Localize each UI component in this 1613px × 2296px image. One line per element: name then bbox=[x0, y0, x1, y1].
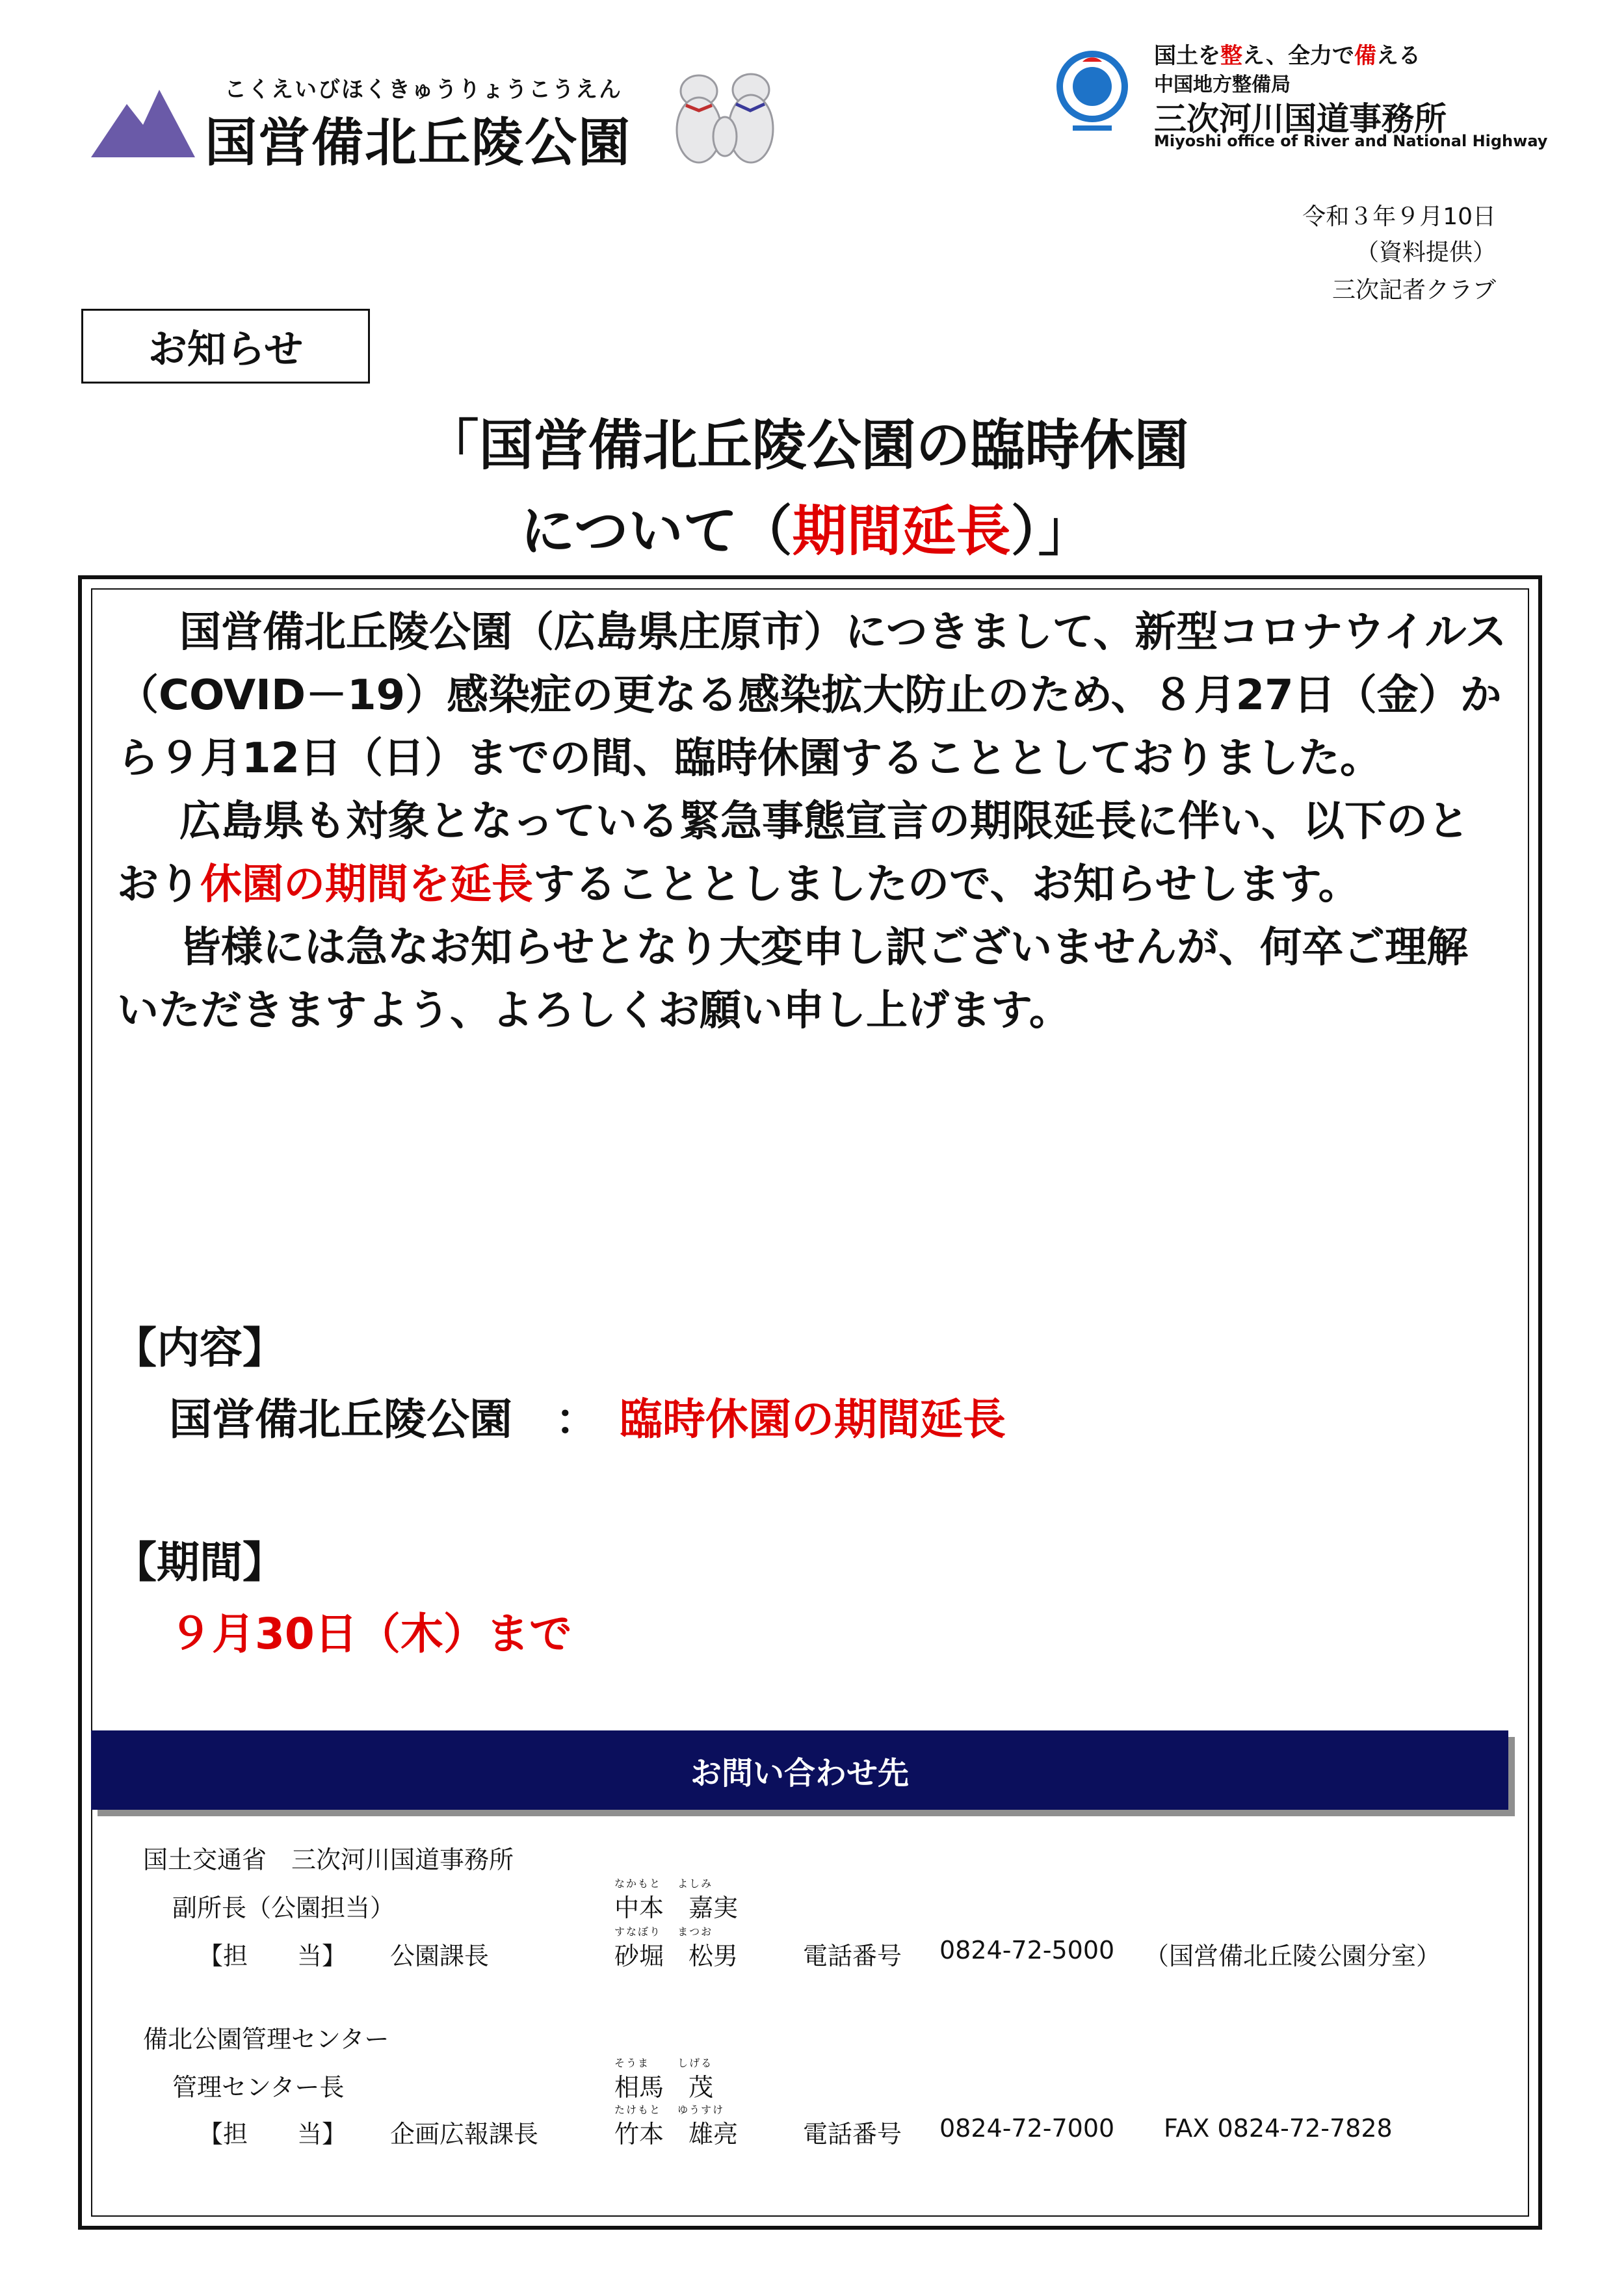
park-name: 国営備北丘陵公園 bbox=[205, 112, 631, 173]
body-text bbox=[117, 601, 1508, 1043]
contact-org1: 国土交通省 三次河川国道事務所 bbox=[143, 1846, 514, 1874]
doc-type: （資料提供） bbox=[1355, 239, 1496, 266]
content-heading: 【内容】 bbox=[114, 1323, 285, 1373]
office-bureau: 中国地方整備局 bbox=[1154, 73, 1291, 96]
press-club: 三次記者クラブ bbox=[1331, 277, 1496, 304]
contact-org1-phone-label: 電話番号 bbox=[803, 1942, 902, 1970]
contact-org2: 備北公園管理センター bbox=[143, 2025, 389, 2054]
content-value: 臨時休園の期間延長 bbox=[620, 1394, 1006, 1444]
office-emblem-icon bbox=[1047, 49, 1138, 133]
contact-org1-staff-ruby: すなぼり まつお bbox=[614, 1925, 713, 1938]
park-logo bbox=[91, 72, 631, 173]
title-line1: 「国営備北丘陵公園の臨時休園 bbox=[424, 413, 1189, 477]
contact-org1-role: 副所長（公園担当） bbox=[172, 1894, 395, 1922]
contact-org2-role: 管理センター長 bbox=[172, 2073, 345, 2102]
body-para2: 広島県も対象となっている緊急事態宣言の期限延長に伴い、以下のとおり休園の期間を延長することとしましたので、お知らせします。 bbox=[117, 798, 1469, 909]
contact-org1-person-ruby: なかもと よしみ bbox=[614, 1877, 713, 1890]
mountain-logo-icon bbox=[91, 85, 195, 159]
contact-bar: お問い合わせ先 bbox=[91, 1730, 1508, 1810]
period-value: ９月30日（木）まで bbox=[169, 1609, 572, 1659]
contact-org2-phone-label: 電話番号 bbox=[803, 2120, 902, 2148]
contact-org2-staff-name: 竹本 雄亮 bbox=[614, 2120, 739, 2148]
contact-org2-staff-label: 【担 当】 bbox=[198, 2120, 347, 2148]
contact-org1-staff-name: 砂堀 松男 bbox=[614, 1942, 739, 1970]
title-highlight: 期間延長 bbox=[792, 499, 1011, 563]
period-heading: 【期間】 bbox=[114, 1537, 285, 1587]
contact-org2-person: 相馬 茂 bbox=[614, 2073, 714, 2102]
content-label: 国営備北丘陵公園 ： bbox=[169, 1394, 577, 1444]
content-line bbox=[169, 1385, 1006, 1446]
contact-org2-staff-ruby: たけもと ゆうすけ bbox=[614, 2104, 725, 2116]
contact-org2-fax: FAX 0824-72-7828 bbox=[1164, 2114, 1393, 2143]
contact-org1-person: 中本 嘉実 bbox=[614, 1894, 739, 1922]
contact-org1-staff-role: 公園課長 bbox=[390, 1942, 490, 1970]
contact-org2-person-ruby: そうま しげる bbox=[614, 2057, 713, 2069]
office-slogan: 国土を整え、全力で備える bbox=[1154, 43, 1421, 69]
contact-org1-note: （国営備北丘陵公園分室） bbox=[1144, 1942, 1441, 1970]
release-date: 令和３年９月10日 bbox=[1302, 203, 1496, 230]
title-line2: について（期間延長）」 bbox=[520, 499, 1093, 563]
mascot-icon bbox=[663, 65, 787, 169]
office-name: 三次河川国道事務所 bbox=[1154, 100, 1447, 138]
office-name-en: Miyoshi office of River and National Highway bbox=[1154, 132, 1548, 150]
body-para3: 皆様には急なお知らせとなり大変申し訳ございませんが、何卒ご理解いただきますよう、よろしくお願い申し上げます。 bbox=[117, 924, 1469, 1035]
body-para1: 国営備北丘陵公園（広島県庄原市）につきまして、新型コロナウイルス（COVID－19）感染症の更なる感染拡大防止のため、８月27日（金）から９月12日（日）までの間、臨時休園することとしておりました。 bbox=[117, 608, 1507, 783]
park-name-kana: こくえいびほくきゅうりょうこうえん bbox=[224, 77, 622, 103]
contact-org2-staff-role: 企画広報課長 bbox=[390, 2120, 539, 2148]
contact-org1-staff-label: 【担 当】 bbox=[198, 1942, 347, 1970]
body-highlight: 休園の期間を延長 bbox=[200, 861, 533, 909]
contact-org2-phone: 0824-72-7000 bbox=[939, 2114, 1115, 2143]
contact-org1-phone: 0824-72-5000 bbox=[939, 1936, 1115, 1964]
notice-label: お知らせ bbox=[81, 309, 370, 384]
